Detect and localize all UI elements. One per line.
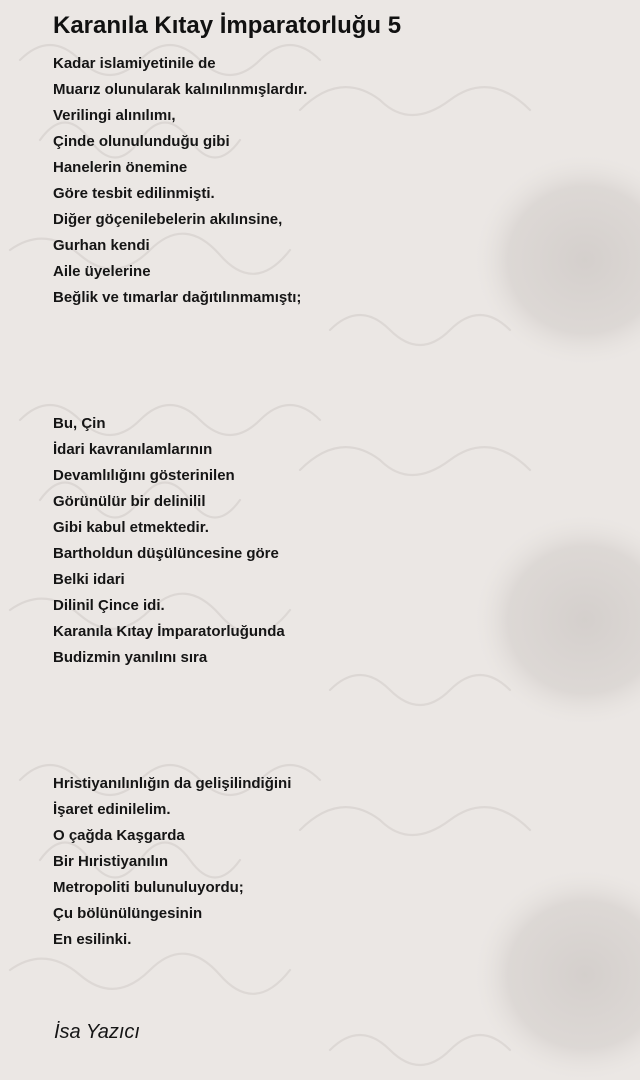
poem-line: Aile üyelerine [53, 263, 151, 280]
poem-line: Bir Hıristiyanılın [53, 853, 169, 870]
poem-line: Bartholdun düşülüncesine göre [53, 545, 279, 562]
poem-line: Karanıla Kıtay İmparatorluğunda [53, 623, 285, 640]
poem-title: Karanıla Kıtay İmparatorluğu 5 [53, 12, 402, 39]
poem-line: Diğer göçenilebelerin akılınsine, [53, 211, 283, 228]
poem-line: Verilingi alınılımı, [53, 107, 176, 124]
poem-line: Hristiyanılınlığın da gelişilindiğini [53, 775, 292, 792]
poem-line: Kadar islamiyetinile de [53, 55, 216, 72]
poem-line: Bu, Çin [53, 415, 106, 432]
poem-line: Metropoliti bulunuluyordu; [53, 879, 244, 896]
poem-author: İsa Yazıcı [54, 1021, 140, 1043]
poem-line: Görünülür bir delinilil [53, 493, 206, 510]
poem-line: Dilinil Çince idi. [53, 597, 165, 614]
poem-line: Gurhan kendi [53, 237, 150, 254]
poem-line: İdari kavranılamlarının [53, 441, 213, 458]
poem-line: Budizmin yanılını sıra [53, 649, 208, 666]
poem-line: Gibi kabul etmektedir. [53, 519, 209, 536]
poem-line: Muarız olunularak kalınılınmışlardır. [53, 81, 308, 98]
poem-line: İşaret edinilelim. [53, 801, 171, 818]
poem-line: Çu bölünülüngesinin [53, 905, 203, 922]
poem-line: Göre tesbit edilinmişti. [53, 185, 215, 202]
poem-line: Hanelerin önemine [53, 159, 188, 176]
poem-line: En esilinki. [53, 931, 132, 948]
poem-line: Çinde olunulunduğu gibi [53, 133, 230, 150]
poem-line: Devamlılığını gösterinilen [53, 467, 235, 484]
stanza-3 [53, 771, 291, 953]
stanza-1 [53, 51, 307, 311]
ink-blot-decoration [475, 155, 640, 1080]
stanza-2 [53, 411, 285, 671]
poem-line: O çağda Kaşgarda [53, 827, 185, 844]
poem-line: Beğlik ve tımarlar dağıtılınmamıştı; [53, 289, 302, 306]
poem-line: Belki idari [53, 571, 125, 588]
